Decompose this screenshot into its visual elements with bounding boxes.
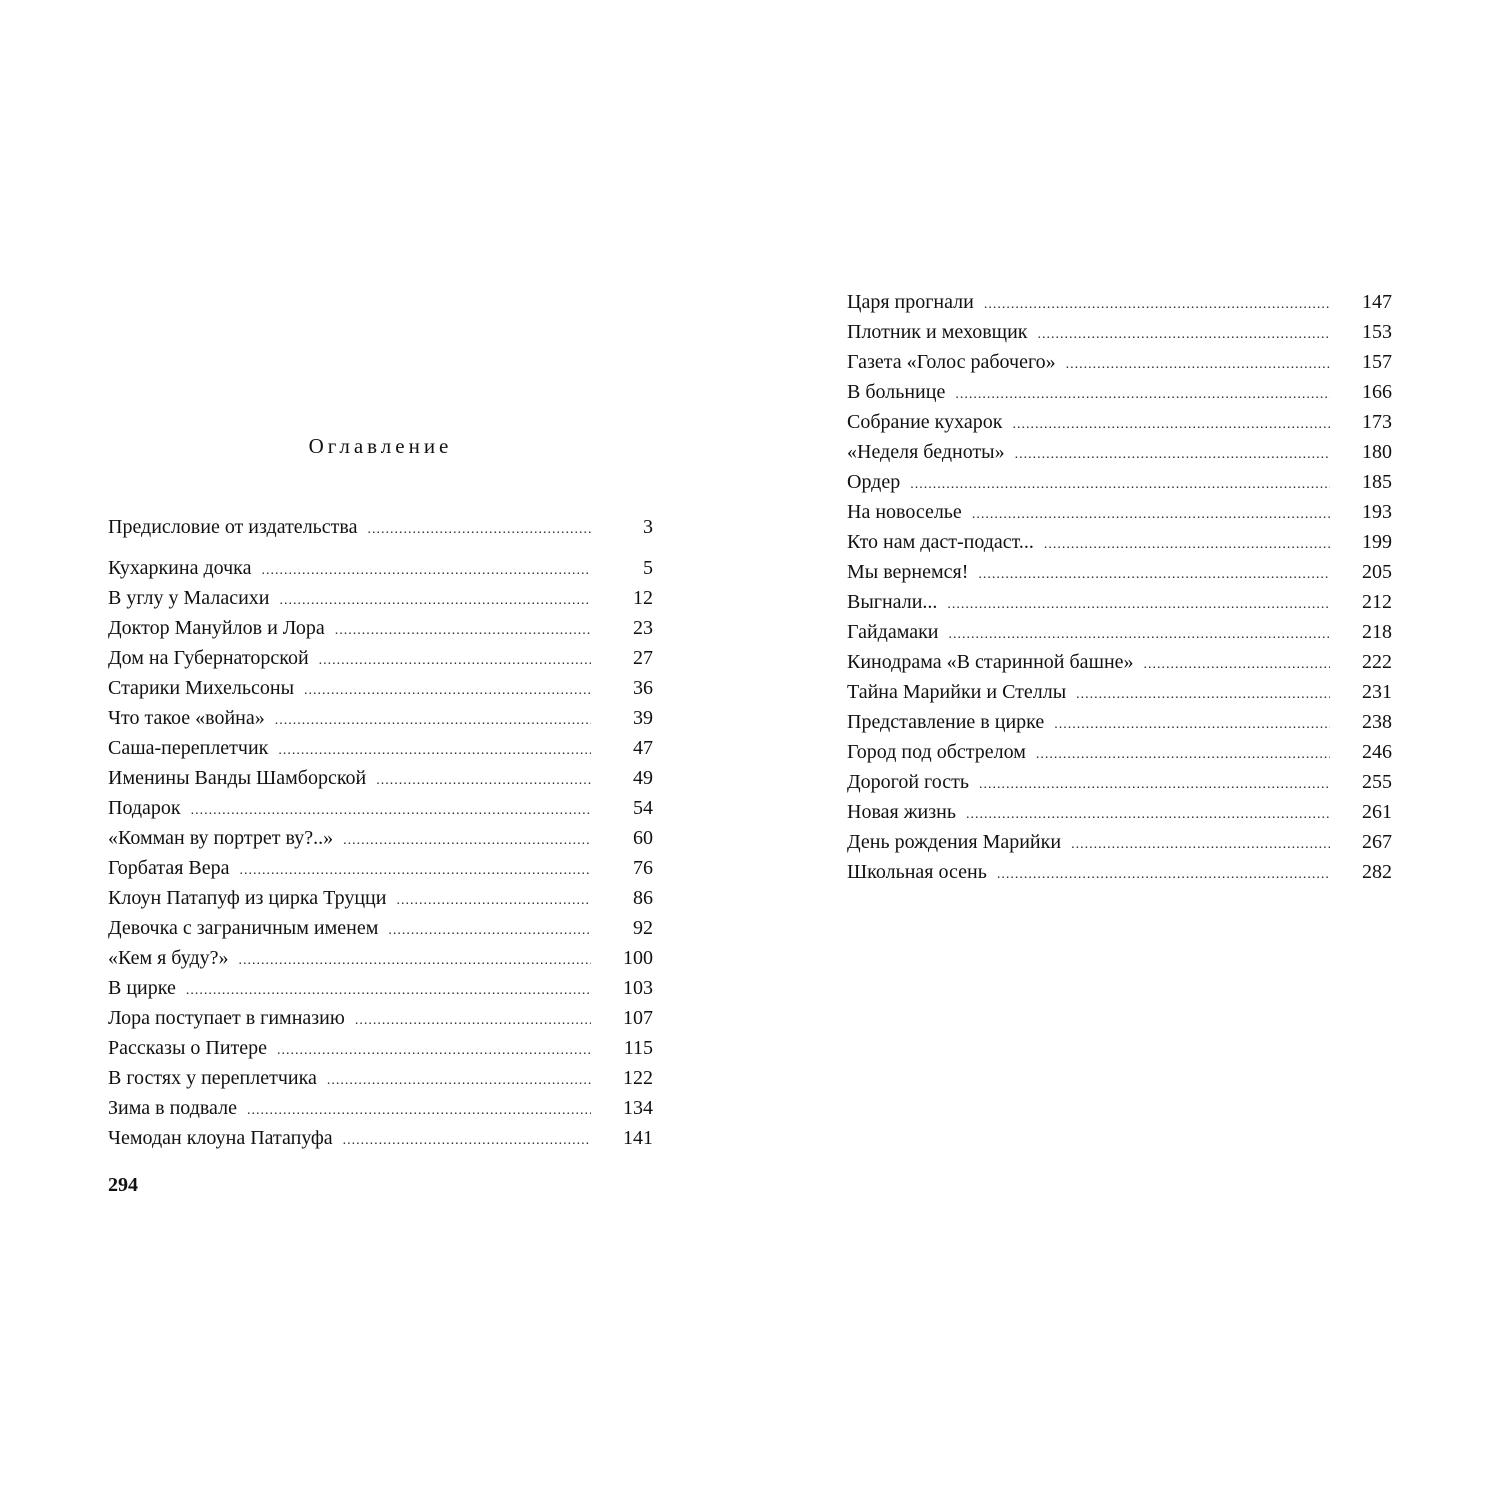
toc-entry-title: Плотник и меховщик	[847, 321, 1028, 343]
toc-entry-page: 261	[1362, 801, 1392, 823]
toc-entry-page: 12	[633, 587, 653, 609]
toc-leader-dots	[910, 470, 1330, 500]
toc-entry	[847, 497, 1392, 527]
toc-leader-dots	[186, 976, 591, 1006]
toc-leader-dots	[335, 616, 591, 646]
toc-entry-page: 27	[633, 647, 653, 669]
toc-entry-title: Гайдамаки	[847, 621, 939, 643]
toc-entry	[847, 677, 1392, 707]
toc-entry	[847, 287, 1392, 317]
toc-entry-title: Выгнали...	[847, 591, 938, 613]
toc-entry	[847, 587, 1392, 617]
toc-entry-page: 212	[1362, 591, 1392, 613]
toc-entry	[108, 553, 653, 583]
toc-entry-page: 185	[1362, 471, 1392, 493]
toc-entry-title: Мы вернемся!	[847, 561, 969, 583]
toc-leader-dots	[191, 796, 591, 826]
toc-entry	[108, 823, 653, 853]
toc-entry-page: 205	[1362, 561, 1392, 583]
toc-entry-title: Школьная осень	[847, 861, 987, 883]
toc-entry-page: 153	[1362, 321, 1392, 343]
toc-entry-title: В гостях у переплетчика	[108, 1067, 317, 1089]
toc-entry-page: 86	[633, 887, 653, 909]
toc-entry-page: 122	[623, 1067, 653, 1089]
toc-entry	[847, 347, 1392, 377]
toc-entry-page: 255	[1362, 771, 1392, 793]
toc-entry-page: 166	[1362, 381, 1392, 403]
toc-entry	[108, 973, 653, 1003]
toc-entry	[847, 377, 1392, 407]
toc-leader-dots	[997, 860, 1330, 890]
left-page	[108, 0, 653, 1500]
toc-leader-dots	[239, 946, 591, 976]
toc-entry	[108, 1033, 653, 1063]
toc-leader-dots	[984, 290, 1330, 320]
toc-entry-page: 36	[633, 677, 653, 699]
toc-entry	[847, 407, 1392, 437]
toc-entry	[108, 1003, 653, 1033]
toc-leader-dots	[978, 560, 1330, 590]
toc-entry	[108, 673, 653, 703]
toc-entry	[108, 793, 653, 823]
toc-leader-dots	[1071, 830, 1330, 860]
toc-entry	[847, 737, 1392, 767]
toc-entry-page: 23	[633, 617, 653, 639]
toc-entry-title: Чемодан клоуна Патапуфа	[108, 1127, 333, 1149]
toc-leader-dots	[949, 620, 1330, 650]
toc-entry	[847, 707, 1392, 737]
toc-entry-page: 238	[1362, 711, 1392, 733]
toc-leader-dots	[1066, 350, 1330, 380]
toc-entry-title: Саша-переплетчик	[108, 737, 269, 759]
toc-entry-page: 107	[623, 1007, 653, 1029]
toc-entry-page: 134	[623, 1097, 653, 1119]
toc-leader-dots	[278, 736, 591, 766]
toc-entry-page: 5	[643, 557, 653, 579]
toc-entry-page: 49	[633, 767, 653, 789]
toc-list-right	[847, 287, 1392, 887]
toc-entry-title: Новая жизнь	[847, 801, 956, 823]
toc-list-preface	[108, 512, 653, 542]
toc-leader-dots	[275, 706, 591, 736]
toc-leader-dots	[247, 1096, 591, 1126]
toc-leader-dots	[319, 646, 591, 676]
toc-entry-page: 282	[1362, 861, 1392, 883]
toc-entry-title: В больнице	[847, 381, 946, 403]
toc-entry	[847, 527, 1392, 557]
toc-entry-title: Дом на Губернаторской	[108, 647, 309, 669]
toc-entry-title: Предисловие от издательства	[108, 516, 358, 538]
toc-entry-page: 103	[623, 977, 653, 999]
toc-entry-page: 173	[1362, 411, 1392, 433]
toc-entry-title: В цирке	[108, 977, 176, 999]
toc-entry-page: 180	[1362, 441, 1392, 463]
toc-leader-dots	[1054, 710, 1330, 740]
toc-entry	[108, 703, 653, 733]
toc-leader-dots	[947, 590, 1330, 620]
toc-entry-page: 231	[1362, 681, 1392, 703]
toc-entry	[108, 913, 653, 943]
toc-entry-title: Город под обстрелом	[847, 741, 1026, 763]
toc-entry-title: Кухаркина дочка	[108, 557, 252, 579]
toc-leader-dots	[966, 800, 1330, 830]
toc-entry-title: Горбатая Вера	[108, 857, 230, 879]
toc-entry-title: Ордер	[847, 471, 901, 493]
toc-list-left	[108, 553, 653, 1153]
toc-entry	[847, 857, 1392, 887]
toc-entry-title: Кто нам даст-подаст...	[847, 531, 1034, 553]
toc-entry-page: 47	[633, 737, 653, 759]
toc-entry-page: 147	[1362, 291, 1392, 313]
toc-entry-title: Доктор Мануйлов и Лора	[108, 617, 325, 639]
toc-heading: Оглавление	[308, 434, 453, 458]
toc-entry-title: День рождения Марийки	[847, 831, 1062, 853]
toc-entry-title: В углу у Маласихи	[108, 587, 270, 609]
toc-entry	[108, 883, 653, 913]
toc-entry	[847, 617, 1392, 647]
toc-entry-title: Кинодрама «В старинной башне»	[847, 651, 1134, 673]
toc-leader-dots	[396, 886, 591, 916]
toc-entry-title: Газета «Голос рабочего»	[847, 351, 1056, 373]
toc-entry	[108, 943, 653, 973]
toc-entry-title: Рассказы о Питере	[108, 1037, 268, 1059]
toc-leader-dots	[1036, 740, 1330, 770]
toc-leader-dots	[972, 500, 1330, 530]
toc-entry-page: 54	[633, 797, 653, 819]
toc-entry-page: 218	[1362, 621, 1392, 643]
toc-leader-dots	[1076, 680, 1330, 710]
toc-entry-title: Представление в цирке	[847, 711, 1045, 733]
toc-entry-title: «Неделя бедноты»	[847, 441, 1005, 463]
toc-entry-title: Царя прогнали	[847, 291, 974, 313]
toc-entry	[847, 317, 1392, 347]
toc-entry	[847, 557, 1392, 587]
toc-leader-dots	[240, 856, 592, 886]
toc-entry	[108, 763, 653, 793]
toc-entry-page: 267	[1362, 831, 1392, 853]
toc-leader-dots	[1038, 320, 1331, 350]
toc-leader-dots	[1144, 650, 1330, 680]
toc-entry	[847, 827, 1392, 857]
toc-entry-title: Лора поступает в гимназию	[108, 1007, 345, 1029]
toc-entry-title: «Кем я буду?»	[108, 947, 229, 969]
toc-entry	[847, 797, 1392, 827]
toc-entry	[847, 767, 1392, 797]
toc-leader-dots	[277, 1036, 591, 1066]
toc-leader-dots	[261, 556, 591, 586]
toc-entry-page: 222	[1362, 651, 1392, 673]
toc-entry-title: Дорогой гость	[847, 771, 969, 793]
toc-entry	[108, 733, 653, 763]
toc-entry-page: 246	[1362, 741, 1392, 763]
toc-leader-dots	[1044, 530, 1330, 560]
toc-entry-page: 157	[1362, 351, 1392, 373]
toc-entry-title: «Комман ву портрет ву?..»	[108, 827, 334, 849]
toc-entry	[847, 467, 1392, 497]
toc-entry-title: Что такое «война»	[108, 707, 265, 729]
toc-entry-title: Клоун Патапуф из цирка Труцци	[108, 887, 387, 909]
toc-entry-title: Подарок	[108, 797, 181, 819]
toc-entry-title: Девочка с заграничным именем	[108, 917, 379, 939]
toc-leader-dots	[979, 770, 1330, 800]
toc-leader-dots	[1012, 410, 1330, 440]
toc-leader-dots	[355, 1006, 591, 1036]
toc-entry	[108, 1123, 653, 1153]
toc-entry	[108, 643, 653, 673]
toc-entry	[108, 853, 653, 883]
right-page	[847, 0, 1392, 1500]
toc-entry-title: На новоселье	[847, 501, 962, 523]
page-number: 294	[108, 1174, 138, 1196]
toc-entry-page: 193	[1362, 501, 1392, 523]
toc-entry-title: Старики Михельсоны	[108, 677, 295, 699]
toc-entry-page: 76	[633, 857, 653, 879]
toc-leader-dots	[376, 766, 591, 796]
toc-leader-dots	[1015, 440, 1330, 470]
toc-entry	[108, 1093, 653, 1123]
toc-entry	[847, 437, 1392, 467]
toc-leader-dots	[955, 380, 1330, 410]
toc-leader-dots	[388, 916, 591, 946]
toc-leader-dots	[367, 515, 591, 545]
toc-entry-title: Именины Ванды Шамборской	[108, 767, 367, 789]
toc-entry-page: 92	[633, 917, 653, 939]
toc-leader-dots	[304, 676, 591, 706]
toc-leader-dots	[343, 826, 591, 856]
toc-leader-dots	[343, 1126, 591, 1156]
toc-entry	[108, 512, 653, 542]
toc-entry-page: 100	[623, 947, 653, 969]
toc-entry	[847, 647, 1392, 677]
toc-entry-title: Собрание кухарок	[847, 411, 1003, 433]
toc-entry-page: 39	[633, 707, 653, 729]
toc-entry-page: 3	[643, 516, 653, 538]
toc-entry-page: 115	[623, 1037, 653, 1059]
toc-entry-title: Тайна Марийки и Стеллы	[847, 681, 1067, 703]
toc-entry	[108, 613, 653, 643]
toc-leader-dots	[327, 1066, 591, 1096]
toc-entry-page: 141	[623, 1127, 653, 1149]
toc-entry-title: Зима в подвале	[108, 1097, 237, 1119]
toc-entry	[108, 1063, 653, 1093]
toc-entry-page: 199	[1362, 531, 1392, 553]
toc-entry	[108, 583, 653, 613]
toc-entry-page: 60	[633, 827, 653, 849]
toc-leader-dots	[279, 586, 591, 616]
